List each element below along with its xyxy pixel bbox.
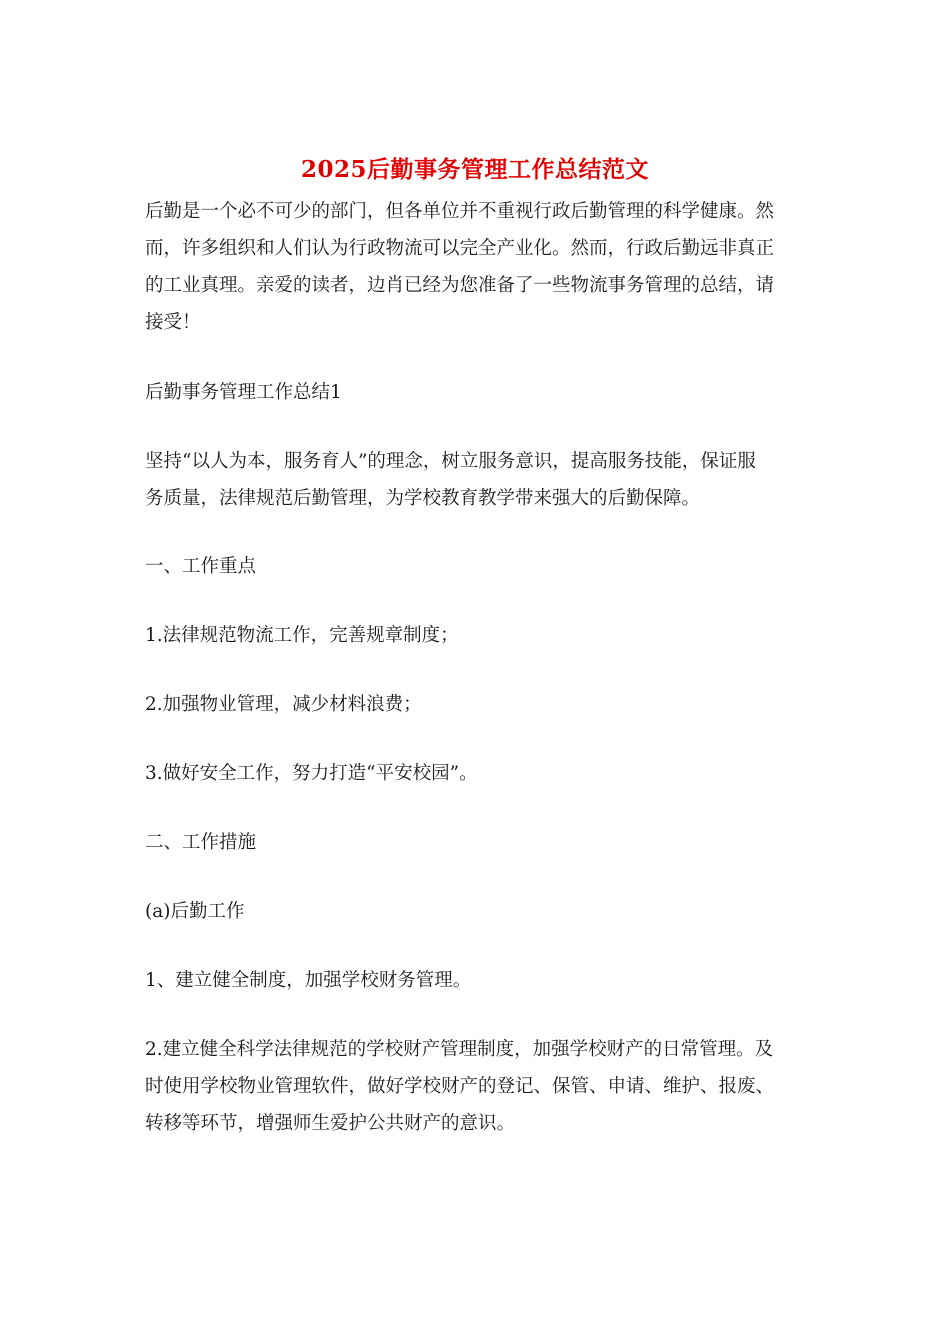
intro-line: 后勤是一个必不可少的部门，但各单位并不重视行政后勤管理的科学健康。然 (145, 201, 775, 222)
sub-heading-logistics-work: (a)后勤工作 (145, 901, 245, 922)
focus-point-2: 2.加强物业管理，减少材料浪费； (145, 694, 422, 715)
intro-line: 接受！ (145, 312, 201, 333)
paragraph-line: 坚持“以人为本，服务育人”的理念，树立服务意识，提高服务技能，保证服 (145, 451, 756, 472)
service-philosophy-paragraph (145, 443, 805, 517)
part-heading-work-focus: 一、工作重点 (145, 556, 257, 577)
measure-2-paragraph (145, 1031, 805, 1142)
measure-1: 1、建立健全制度，加强学校财务管理。 (145, 970, 472, 991)
part-heading-work-measures: 二、工作措施 (145, 832, 257, 853)
paragraph-line: 2.建立健全科学法律规范的学校财产管理制度，加强学校财产的日常管理。及 (145, 1039, 774, 1060)
intro-line: 而，许多组织和人们认为行政物流可以完全产业化。然而，行政后勤远非真正 (145, 238, 775, 259)
section-heading: 后勤事务管理工作总结1 (145, 382, 342, 403)
intro-line: 的工业真理。亲爱的读者，边肖已经为您准备了一些物流事务管理的总结，请 (145, 275, 775, 296)
document-title: 2025后勤事务管理工作总结范文 (300, 156, 649, 183)
focus-point-3: 3.做好安全工作，努力打造“平安校园”。 (145, 763, 478, 784)
focus-point-1: 1.法律规范物流工作，完善规章制度； (145, 625, 459, 646)
paragraph-line: 转移等环节，增强师生爱护公共财产的意识。 (145, 1113, 516, 1134)
paragraph-line: 时使用学校物业管理软件，做好学校财产的登记、保管、申请、维护、报废、 (145, 1076, 775, 1097)
paragraph-line: 务质量，法律规范后勤管理，为学校教育教学带来强大的后勤保障。 (145, 488, 701, 509)
intro-paragraph (145, 193, 805, 341)
